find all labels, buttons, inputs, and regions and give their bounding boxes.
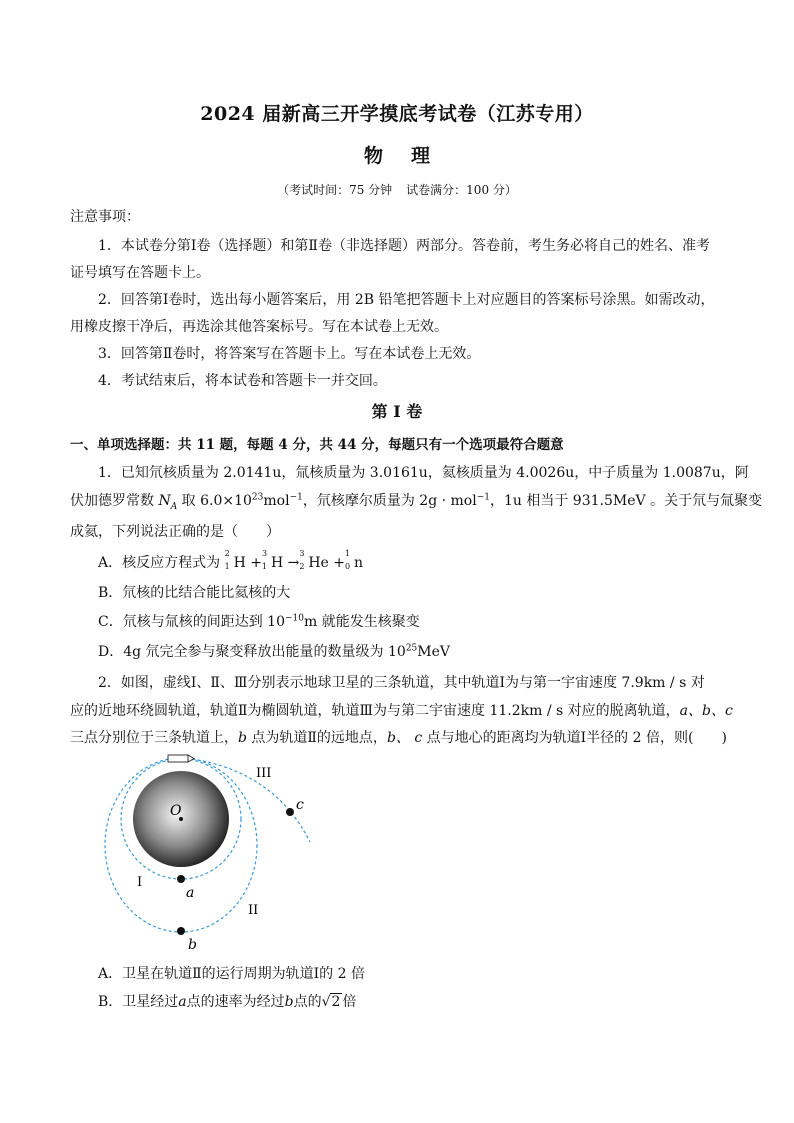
subject-char-1: 物	[363, 145, 383, 167]
exam-time: （考试时间：75 分钟	[277, 183, 393, 197]
option-text: m 就能发生核聚变	[303, 614, 420, 630]
exam-title: 2024 届新高三开学摸底考试卷（江苏专用）	[200, 103, 594, 125]
q1-option-c	[98, 611, 730, 631]
q1-text: ，1u 相当于 931.5MeV 。关于氘与氚聚变	[489, 493, 763, 509]
nuclide-symbol: n	[354, 555, 364, 571]
q1-line-2	[70, 490, 763, 512]
label-orbit-i: I	[137, 875, 143, 890]
nuclide-n: 1 0	[345, 549, 351, 571]
option-text: 点的速率为经过	[186, 994, 285, 1010]
label-c: c	[296, 797, 304, 813]
exam-score: 试卷满分：100 分）	[406, 183, 517, 197]
orbit-diagram	[100, 752, 330, 962]
label-orbit-ii: II	[248, 903, 259, 918]
var-a: a	[178, 994, 187, 1010]
label-orbit-iii: III	[256, 766, 272, 781]
q2-line-2	[70, 700, 733, 720]
q2-text: 应的近地环绕圆轨道，轨道Ⅱ为椭圆轨道，轨道Ⅲ为与第二宇宙速度 11.2km / s 对应的脱离轨道，	[70, 703, 680, 719]
satellite-icon	[168, 755, 188, 762]
q1-text: 取 6.0×10	[177, 493, 252, 509]
point-c	[286, 808, 294, 816]
option-text: D．4g 氘完全参与聚变释放出能量的数量级为 10	[98, 644, 406, 660]
q2-line-3	[70, 727, 730, 747]
label-b: b	[188, 937, 197, 953]
note-item-1: 1．本试卷分第Ⅰ卷（选择题）和第Ⅱ卷（非选择题）两部分。答卷前，考生务必将自己的姓名、准考	[98, 238, 710, 254]
satellite-nose	[188, 755, 194, 762]
q2-line-1: 2．如图，虚线Ⅰ、Ⅱ、Ⅲ分别表示地球卫星的三条轨道，其中轨道Ⅰ为与第一宇宙速度 7.9km / s 对	[98, 675, 705, 691]
q1-option-d	[98, 641, 730, 661]
point-b	[177, 927, 185, 935]
option-text: B．卫星经过	[98, 994, 179, 1010]
nuclide-symbol: H +	[233, 555, 262, 571]
avogadro-sub: A	[170, 501, 178, 512]
q2-vars: a、b、c	[679, 703, 733, 719]
label-a: a	[186, 885, 195, 901]
sqrt-value: 2	[331, 994, 341, 1010]
section-title: 第 I 卷	[371, 402, 423, 421]
nuclide-he: 3 2	[299, 549, 305, 571]
var-b: b	[284, 994, 294, 1010]
q1-line-3: 成氦，下列说法正确的是（ ）	[70, 524, 280, 540]
exponent: 23	[251, 492, 264, 503]
sqrt-symbol: √	[321, 994, 331, 1010]
nuclide-symbol: H →	[270, 555, 300, 571]
note-item-2-cont: 用橡皮擦干净后，再选涂其他答案标号。写在本试卷上无效。	[70, 319, 448, 335]
note-item-2: 2．回答第Ⅰ卷时，选出每小题答案后，用 2B 铅笔把答题卡上对应题目的答案标号涂黑。如需改动，	[98, 292, 715, 308]
option-text: C．氘核与氚核的间距达到 10	[98, 614, 285, 630]
label-o: O	[170, 803, 182, 819]
q2-option-a: A．卫星在轨道Ⅱ的运行周期为轨道Ⅰ的 2 倍	[98, 966, 365, 982]
q1-text: 伏加德罗常数	[70, 493, 159, 509]
nuclide-symbol: He +	[308, 555, 346, 571]
q2-text: 点与地心的距离均为轨道Ⅰ半径的 2 倍，则( )	[422, 730, 727, 746]
point-a	[177, 875, 185, 883]
note-item-1-cont: 证号填写在答题卡上。	[70, 265, 210, 281]
exponent: −10	[284, 613, 304, 624]
q1-text: mol	[263, 493, 290, 509]
part-heading: 一、单项选择题：共 11 题，每题 4 分，共 44 分，每题只有一个选项最符合题意	[70, 437, 564, 453]
option-text: 点的	[293, 994, 322, 1010]
q2-vars: b、 c	[386, 730, 423, 746]
exponent: 25	[405, 643, 418, 654]
exam-info	[0, 181, 794, 198]
q2-option-b	[98, 991, 730, 1011]
q2-text: 三点分别位于三条轨道上，	[70, 730, 238, 746]
notes-heading: 注意事项：	[70, 209, 140, 225]
q2-text: 点为轨道Ⅱ的远地点，	[246, 730, 387, 746]
note-item-3: 3．回答第Ⅱ卷时，将答案写在答题卡上。写在本试卷上无效。	[98, 346, 481, 362]
q2-var: b	[238, 730, 247, 746]
nuclide-h2: 2 1	[224, 549, 230, 571]
q1-option-b: B．氘核的比结合能比氦核的大	[98, 585, 291, 601]
q1-option-a	[98, 549, 730, 572]
option-label: A．核反应方程式为	[98, 555, 225, 571]
exponent: −1	[289, 492, 303, 503]
option-text: 倍	[342, 994, 357, 1010]
q1-line-1: 1．已知氘核质量为 2.0141u，氚核质量为 3.0161u，氦核质量为 4.0026u，中子质量为 1.0087u，阿	[98, 465, 749, 481]
subject-title	[0, 141, 794, 168]
exponent: −1	[476, 492, 490, 503]
note-item-4: 4．考试结束后，将本试卷和答题卡一并交回。	[98, 373, 387, 389]
subject-char-2: 理	[411, 145, 431, 167]
option-text: MeV	[417, 644, 450, 660]
q1-text: ，氘核摩尔质量为 2g · mol	[302, 493, 477, 509]
nuclide-h3: 3 1	[261, 549, 268, 571]
avogadro-symbol: N	[158, 493, 171, 509]
